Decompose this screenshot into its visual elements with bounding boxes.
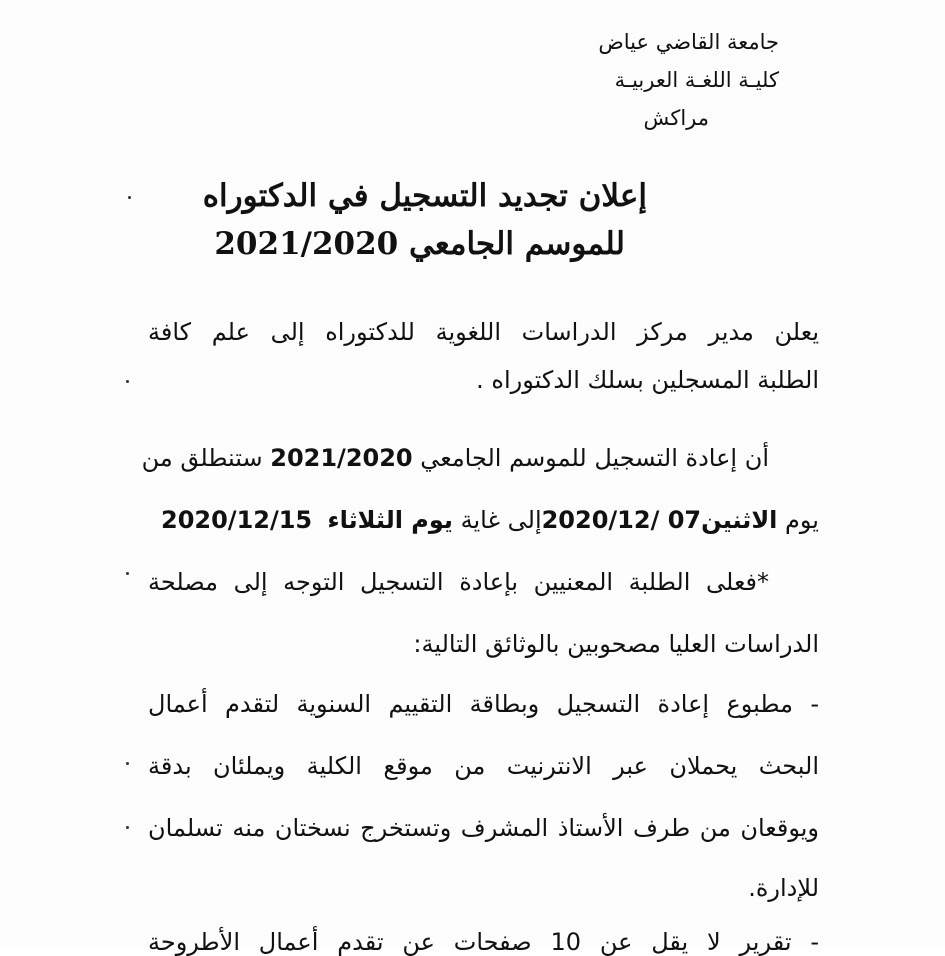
registration-text-a: أن إعادة التسجيل للموسم الجامعي bbox=[412, 444, 769, 472]
instructions-line-2: الدراسات العليا مصحوبين بالوثائق التالية: bbox=[413, 630, 819, 658]
document-item-line-4: للإدارة. bbox=[748, 874, 819, 902]
registration-line-1 bbox=[141, 444, 769, 472]
end-date: 2020/12/15 bbox=[161, 506, 313, 534]
scan-speck bbox=[126, 380, 129, 383]
scan-speck bbox=[126, 762, 129, 765]
scan-speck bbox=[126, 572, 129, 575]
end-day: يوم الثلاثاء bbox=[327, 506, 453, 534]
scan-speck bbox=[128, 196, 131, 199]
university-name: جامعة القاضي عياض bbox=[598, 30, 779, 54]
report-item-line-1: - تقرير لا يقل عن 10 صفحات عن تقدم أعمال الأطروحة bbox=[148, 928, 819, 956]
registration-year: 2021/2020 bbox=[270, 444, 413, 472]
announcement-title: إعلان تجديد التسجيل في الدكتوراه bbox=[202, 178, 647, 214]
registration-text-b: ستنطلق من bbox=[141, 444, 271, 472]
registration-day-prefix: يوم bbox=[777, 506, 819, 534]
start-day: الاثنين bbox=[701, 506, 778, 534]
document-item-line-2: البحث يحملان عبر الانترنيت من موقع الكلية ويملئان بدقة bbox=[148, 752, 819, 780]
document-item-line-1: - مطبوع إعادة التسجيل وبطاقة التقييم السنوية لتقدم أعمال bbox=[148, 690, 819, 718]
city-name: مراكش bbox=[643, 106, 709, 130]
scan-speck bbox=[126, 826, 129, 829]
faculty-name: كليـة اللغـة العربيـة bbox=[614, 68, 779, 92]
until-text: إلى غاية bbox=[452, 506, 542, 534]
intro-line-2: الطلبة المسجلين بسلك الدكتوراه . bbox=[476, 366, 819, 394]
document-item-line-3: ويوقعان من طرف الأستاذ المشرف وتستخرج نسختان منه تسلمان bbox=[148, 814, 819, 842]
registration-line-2 bbox=[161, 506, 819, 534]
start-date: 07 /2020/12 bbox=[541, 506, 702, 534]
academic-year-title: للموسم الجامعي 2021/2020 bbox=[214, 226, 625, 262]
instructions-line-1: *فعلى الطلبة المعنيين بإعادة التسجيل التوجه إلى مصلحة bbox=[148, 568, 769, 596]
intro-line-1: يعلن مدير مركز الدراسات اللغوية للدكتوراه إلى علم كافة bbox=[148, 318, 819, 346]
